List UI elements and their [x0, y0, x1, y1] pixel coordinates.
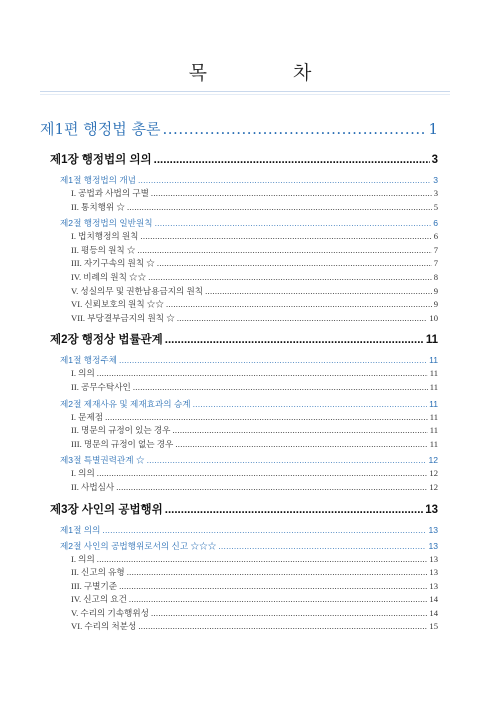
dot-leader — [119, 355, 427, 365]
toc-item-row[interactable] — [40, 187, 438, 201]
toc-entry-label: II. 사법심사 — [71, 481, 115, 492]
toc-page-number: 11 — [429, 425, 438, 436]
toc-page-number: 11 — [429, 368, 438, 379]
toc-page-number: 3 — [431, 154, 438, 166]
toc-item-row[interactable] — [40, 593, 438, 607]
dot-leader — [105, 412, 428, 422]
toc-entry-label: I. 의의 — [71, 468, 95, 479]
toc-page-number: 13 — [429, 553, 438, 564]
toc-page-number: 7 — [433, 258, 438, 269]
toc-page-number: 13 — [429, 580, 438, 591]
dot-leader — [151, 188, 432, 198]
toc-item-row[interactable] — [40, 424, 438, 438]
toc-entry-label: I. 공법과 사법의 구별 — [71, 188, 149, 198]
toc-page-number: 12 — [429, 481, 438, 492]
toc-page-number: 9 — [433, 285, 438, 296]
toc-page-number: 11 — [429, 355, 438, 366]
toc-entry-label: 제2절 행정법의 일반원칙 — [60, 218, 153, 229]
toc-entry-label: II. 신고의 유형 — [71, 567, 125, 578]
title-divider — [40, 91, 450, 92]
toc-item-row[interactable] — [40, 566, 438, 580]
dot-leader — [205, 286, 432, 296]
dot-leader — [147, 455, 427, 465]
toc-item-row[interactable] — [40, 620, 438, 634]
toc-section-row[interactable] — [40, 454, 438, 467]
dot-leader — [137, 245, 431, 255]
toc-entry-label: 제1절 의의 — [60, 524, 101, 535]
toc-entry-label: II. 평등의 원칙 ☆ — [71, 244, 136, 255]
toc-chapter-row[interactable] — [40, 151, 438, 169]
toc-entry-label: 제3절 특별권력관계 ☆ — [60, 455, 145, 466]
toc-page-number: 14 — [429, 607, 438, 618]
toc-entry-label: VI. 신뢰보호의 원칙 ☆☆ — [71, 299, 164, 310]
toc-item-row[interactable] — [40, 312, 438, 326]
toc-entry-label: VI. 수리의 처분성 — [71, 621, 137, 632]
dot-leader — [102, 525, 426, 535]
toc-item-row[interactable] — [40, 367, 438, 381]
toc-entry-label: IV. 신고의 요건 — [71, 594, 127, 605]
toc-item-row[interactable] — [40, 244, 438, 258]
dot-leader — [140, 231, 431, 241]
dot-leader — [127, 567, 428, 577]
toc-entry-label: I. 의의 — [71, 368, 95, 379]
toc-chapter-row[interactable] — [40, 501, 438, 519]
toc-item-row[interactable] — [40, 230, 438, 244]
toc-entry-label: V. 수리의 기속행위성 — [71, 607, 149, 618]
toc-item-row[interactable] — [40, 411, 438, 425]
toc-entry-label: IV. 비례의 원칙 ☆☆ — [71, 271, 147, 282]
toc-page-number: 13 — [425, 503, 438, 516]
toc-item-row[interactable] — [40, 271, 438, 285]
dot-leader — [154, 154, 430, 166]
dot-leader — [133, 382, 428, 392]
toc-entry-label: 제1편 행정법 총론 — [40, 120, 161, 138]
toc-page-number: 3 — [433, 175, 438, 185]
toc-page-number: 11 — [429, 438, 438, 449]
toc-page-number: 15 — [429, 621, 438, 632]
toc-entry-label: II. 명문의 규정이 있는 경우 — [71, 425, 171, 436]
toc-entry-label: 제1절 행정법의 개념 — [60, 175, 136, 185]
toc-page-number: 13 — [428, 524, 438, 535]
dot-leader — [175, 439, 427, 449]
dot-leader — [138, 621, 427, 631]
toc-section-row[interactable] — [40, 174, 438, 187]
toc-page-number: 14 — [429, 594, 438, 605]
toc-page-number: 11 — [429, 381, 438, 392]
toc-page-number: 3 — [433, 188, 438, 198]
toc-entry-label: 제1장 행정법의 의의 — [50, 154, 152, 166]
toc-page-number: 6 — [433, 231, 438, 242]
toc-item-row[interactable] — [40, 607, 438, 621]
dot-leader — [148, 272, 431, 282]
toc-item-row[interactable] — [40, 201, 438, 215]
toc-page-number: 12 — [428, 455, 438, 466]
toc-page-number: 13 — [429, 567, 438, 578]
toc-entry-label: III. 자기구속의 원칙 ☆ — [71, 258, 155, 269]
toc-entry-label: I. 법치행정의 원칙 — [71, 231, 139, 242]
toc-entry-label: 제3장 사인의 공법행위 — [50, 503, 163, 516]
toc-chapter-row[interactable] — [40, 331, 438, 349]
toc-entry-label: III. 구별기준 — [71, 580, 118, 591]
dot-leader — [157, 258, 432, 268]
toc-entry-label: 제2절 사인의 공법행위로서의 신고 ☆☆☆ — [60, 540, 217, 551]
toc-page-number: 10 — [429, 312, 438, 323]
toc-page-number: 5 — [433, 201, 438, 212]
toc-item-row[interactable] — [40, 298, 438, 312]
toc-section-row[interactable] — [40, 398, 438, 411]
toc-item-row[interactable] — [40, 381, 438, 395]
toc-item-row[interactable] — [40, 580, 438, 594]
dot-leader — [119, 581, 427, 591]
toc-entry-label: V. 성실의무 및 권한남용금지의 원칙 — [71, 285, 204, 296]
toc-entry-label: III. 명문의 규정이 없는 경우 — [71, 438, 174, 449]
dot-leader — [129, 594, 427, 604]
toc-entry-label: I. 문제점 — [71, 411, 104, 422]
dot-leader — [116, 482, 427, 492]
toc-item-row[interactable] — [40, 467, 438, 481]
dot-leader — [155, 218, 432, 228]
page-title — [0, 58, 500, 85]
toc-page-number: 11 — [425, 334, 438, 347]
toc-section-row[interactable] — [40, 524, 438, 537]
toc-section-row[interactable] — [40, 354, 438, 367]
table-of-contents — [40, 118, 438, 634]
dot-leader — [177, 313, 428, 323]
toc-entry-label: I. 의의 — [71, 553, 95, 564]
toc-entry-label: 제1절 행정주체 — [60, 355, 117, 366]
toc-entry-label: 제2절 제재사유 및 제재효과의 승계 — [60, 398, 191, 409]
toc-item-row[interactable] — [40, 285, 438, 299]
toc-page-number: 8 — [433, 271, 438, 282]
toc-page-number: 9 — [433, 299, 438, 310]
dot-leader — [172, 425, 427, 435]
dot-leader — [138, 175, 431, 185]
title-right-char: 차 — [293, 62, 312, 84]
dot-leader — [97, 468, 428, 478]
title-divider-secondary — [40, 94, 450, 95]
toc-section-row[interactable] — [40, 540, 438, 553]
dot-leader — [97, 554, 428, 564]
toc-item-row[interactable] — [40, 553, 438, 567]
title-left-char: 목 — [188, 62, 207, 84]
dot-leader — [166, 299, 432, 309]
toc-entry-label: 제2장 행정상 법률관계 — [50, 334, 163, 347]
toc-part-row[interactable] — [40, 118, 438, 144]
dot-leader — [163, 120, 427, 138]
dot-leader — [97, 368, 428, 378]
toc-entry-label: II. 공무수탁사인 — [71, 381, 131, 392]
dot-leader — [165, 504, 423, 516]
dot-leader — [151, 608, 427, 618]
toc-page-number: 7 — [433, 244, 438, 255]
toc-page-number: 13 — [428, 540, 438, 551]
dot-leader — [218, 541, 426, 551]
toc-page-number: 6 — [433, 218, 438, 229]
toc-item-row[interactable] — [40, 481, 438, 495]
dot-leader — [165, 334, 424, 346]
toc-page-number: 11 — [429, 398, 438, 409]
toc-item-row[interactable] — [40, 257, 438, 271]
toc-page-number: 1 — [428, 120, 438, 138]
toc-page-number: 11 — [429, 411, 438, 422]
toc-page-number: 12 — [429, 468, 438, 479]
toc-entry-label: II. 통치행위 ☆ — [71, 201, 125, 212]
toc-item-row[interactable] — [40, 438, 438, 452]
toc-section-row[interactable] — [40, 217, 438, 230]
dot-leader — [127, 202, 432, 212]
toc-entry-label: VII. 부당결부금지의 원칙 ☆ — [71, 312, 175, 323]
dot-leader — [193, 399, 428, 409]
